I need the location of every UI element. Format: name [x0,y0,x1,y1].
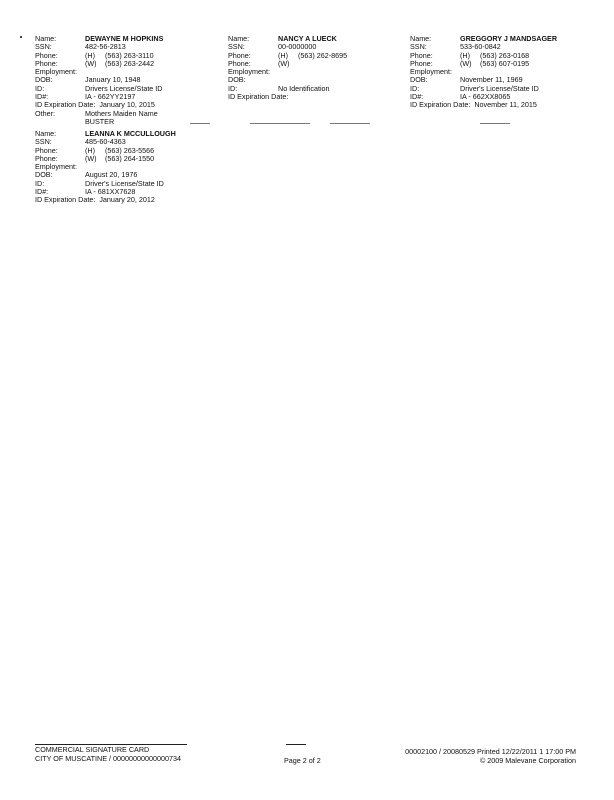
phone-home-value: (563) 263-3110 [105,50,154,60]
id-number-value: IA - 662XX8065 [460,92,511,102]
phone-work-value: (563) 607-0195 [480,58,530,68]
dob-label: DOB: [35,75,53,85]
id-expiration-value: January 20, 2012 [99,195,155,205]
id-label: ID: [410,83,420,93]
signer-name: GREGGORY J MANDSAGER [460,34,558,43]
other-detail-value: BUSTER [85,116,115,126]
id-expiration-label: ID Expiration Date: [35,100,96,110]
id-expiration-label: ID Expiration Date: [410,100,471,110]
id-label: ID: [228,83,238,93]
id-type-value: Driver's License/State ID [460,83,539,93]
name-label: Name: [35,129,57,138]
phone-label: Phone: [410,58,433,68]
id-expiration-label: ID Expiration Date: [228,92,289,102]
phone-type-home: (H) [85,145,95,155]
scan-dash-mark [190,123,210,124]
id-type-value: Driver's License/State ID [85,178,164,188]
id-type-value: Drivers License/State ID [85,83,163,93]
signer-block-1 [35,35,163,126]
phone-label: Phone: [35,145,58,155]
id-type-value: No Identification [278,83,330,93]
account-reference: CITY OF MUSCATINE / 00000000000000734 [35,754,181,763]
ssn-value: 482-56-2813 [85,42,126,52]
signer-block-2 [228,35,347,101]
employment-label: Employment: [35,67,77,77]
phone-work-value: (563) 263-2442 [105,58,155,68]
phone-type-home: (H) [85,50,95,60]
dob-label: DOB: [410,75,428,85]
phone-type-home: (H) [278,50,288,60]
id-expiration-label: ID Expiration Date: [35,195,96,205]
other-label: Other: [35,108,55,118]
print-info: 00002100 / 20080529 Printed 12/22/2011 1 17:00 PM [405,747,576,756]
phone-label: Phone: [35,58,58,68]
phone-label: Phone: [35,153,58,163]
phone-label: Phone: [228,50,251,60]
dob-label: DOB: [35,170,53,180]
name-label: Name: [410,34,432,43]
ssn-label: SSN: [35,42,52,52]
phone-work-value: (563) 264-1550 [105,153,155,163]
phone-label: Phone: [228,58,251,68]
dob-value: November 11, 1969 [460,75,523,85]
phone-type-work: (W) [460,58,472,68]
id-number-value: IA - 662YY2197 [85,92,136,102]
ssn-value: 533-60-0842 [460,42,501,52]
id-label: ID: [35,83,45,93]
phone-home-value: (563) 263-5566 [105,145,155,155]
id-number-value: IA - 681XX7628 [85,187,136,197]
ssn-label: SSN: [228,42,245,52]
signer-block-4 [35,130,176,205]
scan-dash-mark [480,123,510,124]
id-number-label: ID#: [35,187,49,197]
employment-label: Employment: [410,67,452,77]
footer-rule-center [286,744,306,745]
dob-value: January 10, 1948 [85,75,141,85]
phone-label: Phone: [410,50,433,60]
phone-home-value: (563) 263-0168 [480,50,530,60]
signer-name: DEWAYNE M HOPKINS [85,34,164,43]
phone-type-work: (W) [85,58,97,68]
other-value: Mothers Maiden Name [85,108,158,118]
id-label: ID: [35,178,45,188]
signer-block-3 [410,35,557,110]
scan-speck [20,36,22,38]
scan-dash-mark [330,123,370,124]
id-expiration-value: January 10, 2015 [99,100,155,110]
ssn-label: SSN: [35,137,52,147]
id-number-label: ID#: [410,92,424,102]
form-title: COMMERCIAL SIGNATURE CARD [35,745,150,754]
phone-type-home: (H) [460,50,470,60]
copyright: © 2009 Malevane Corporation [480,756,576,765]
phone-home-value: (563) 262-8695 [298,50,348,60]
phone-type-work: (W) [278,58,290,68]
scan-dash-mark [250,123,310,124]
page-number: Page 2 of 2 [284,756,321,765]
ssn-value: 00-0000000 [278,42,317,52]
id-number-label: ID#: [35,92,49,102]
dob-label: DOB: [228,75,246,85]
signer-name: NANCY A LUECK [278,34,337,43]
employment-label: Employment: [35,162,77,172]
employment-label: Employment: [228,67,270,77]
phone-type-work: (W) [85,153,97,163]
phone-label: Phone: [35,50,58,60]
signer-name: LEANNA K MCCULLOUGH [85,129,176,138]
ssn-value: 485-60-4363 [85,137,126,147]
ssn-label: SSN: [410,42,427,52]
dob-value: August 20, 1976 [85,170,138,180]
name-label: Name: [228,34,250,43]
id-expiration-value: November 11, 2015 [474,100,537,110]
name-label: Name: [35,34,57,43]
